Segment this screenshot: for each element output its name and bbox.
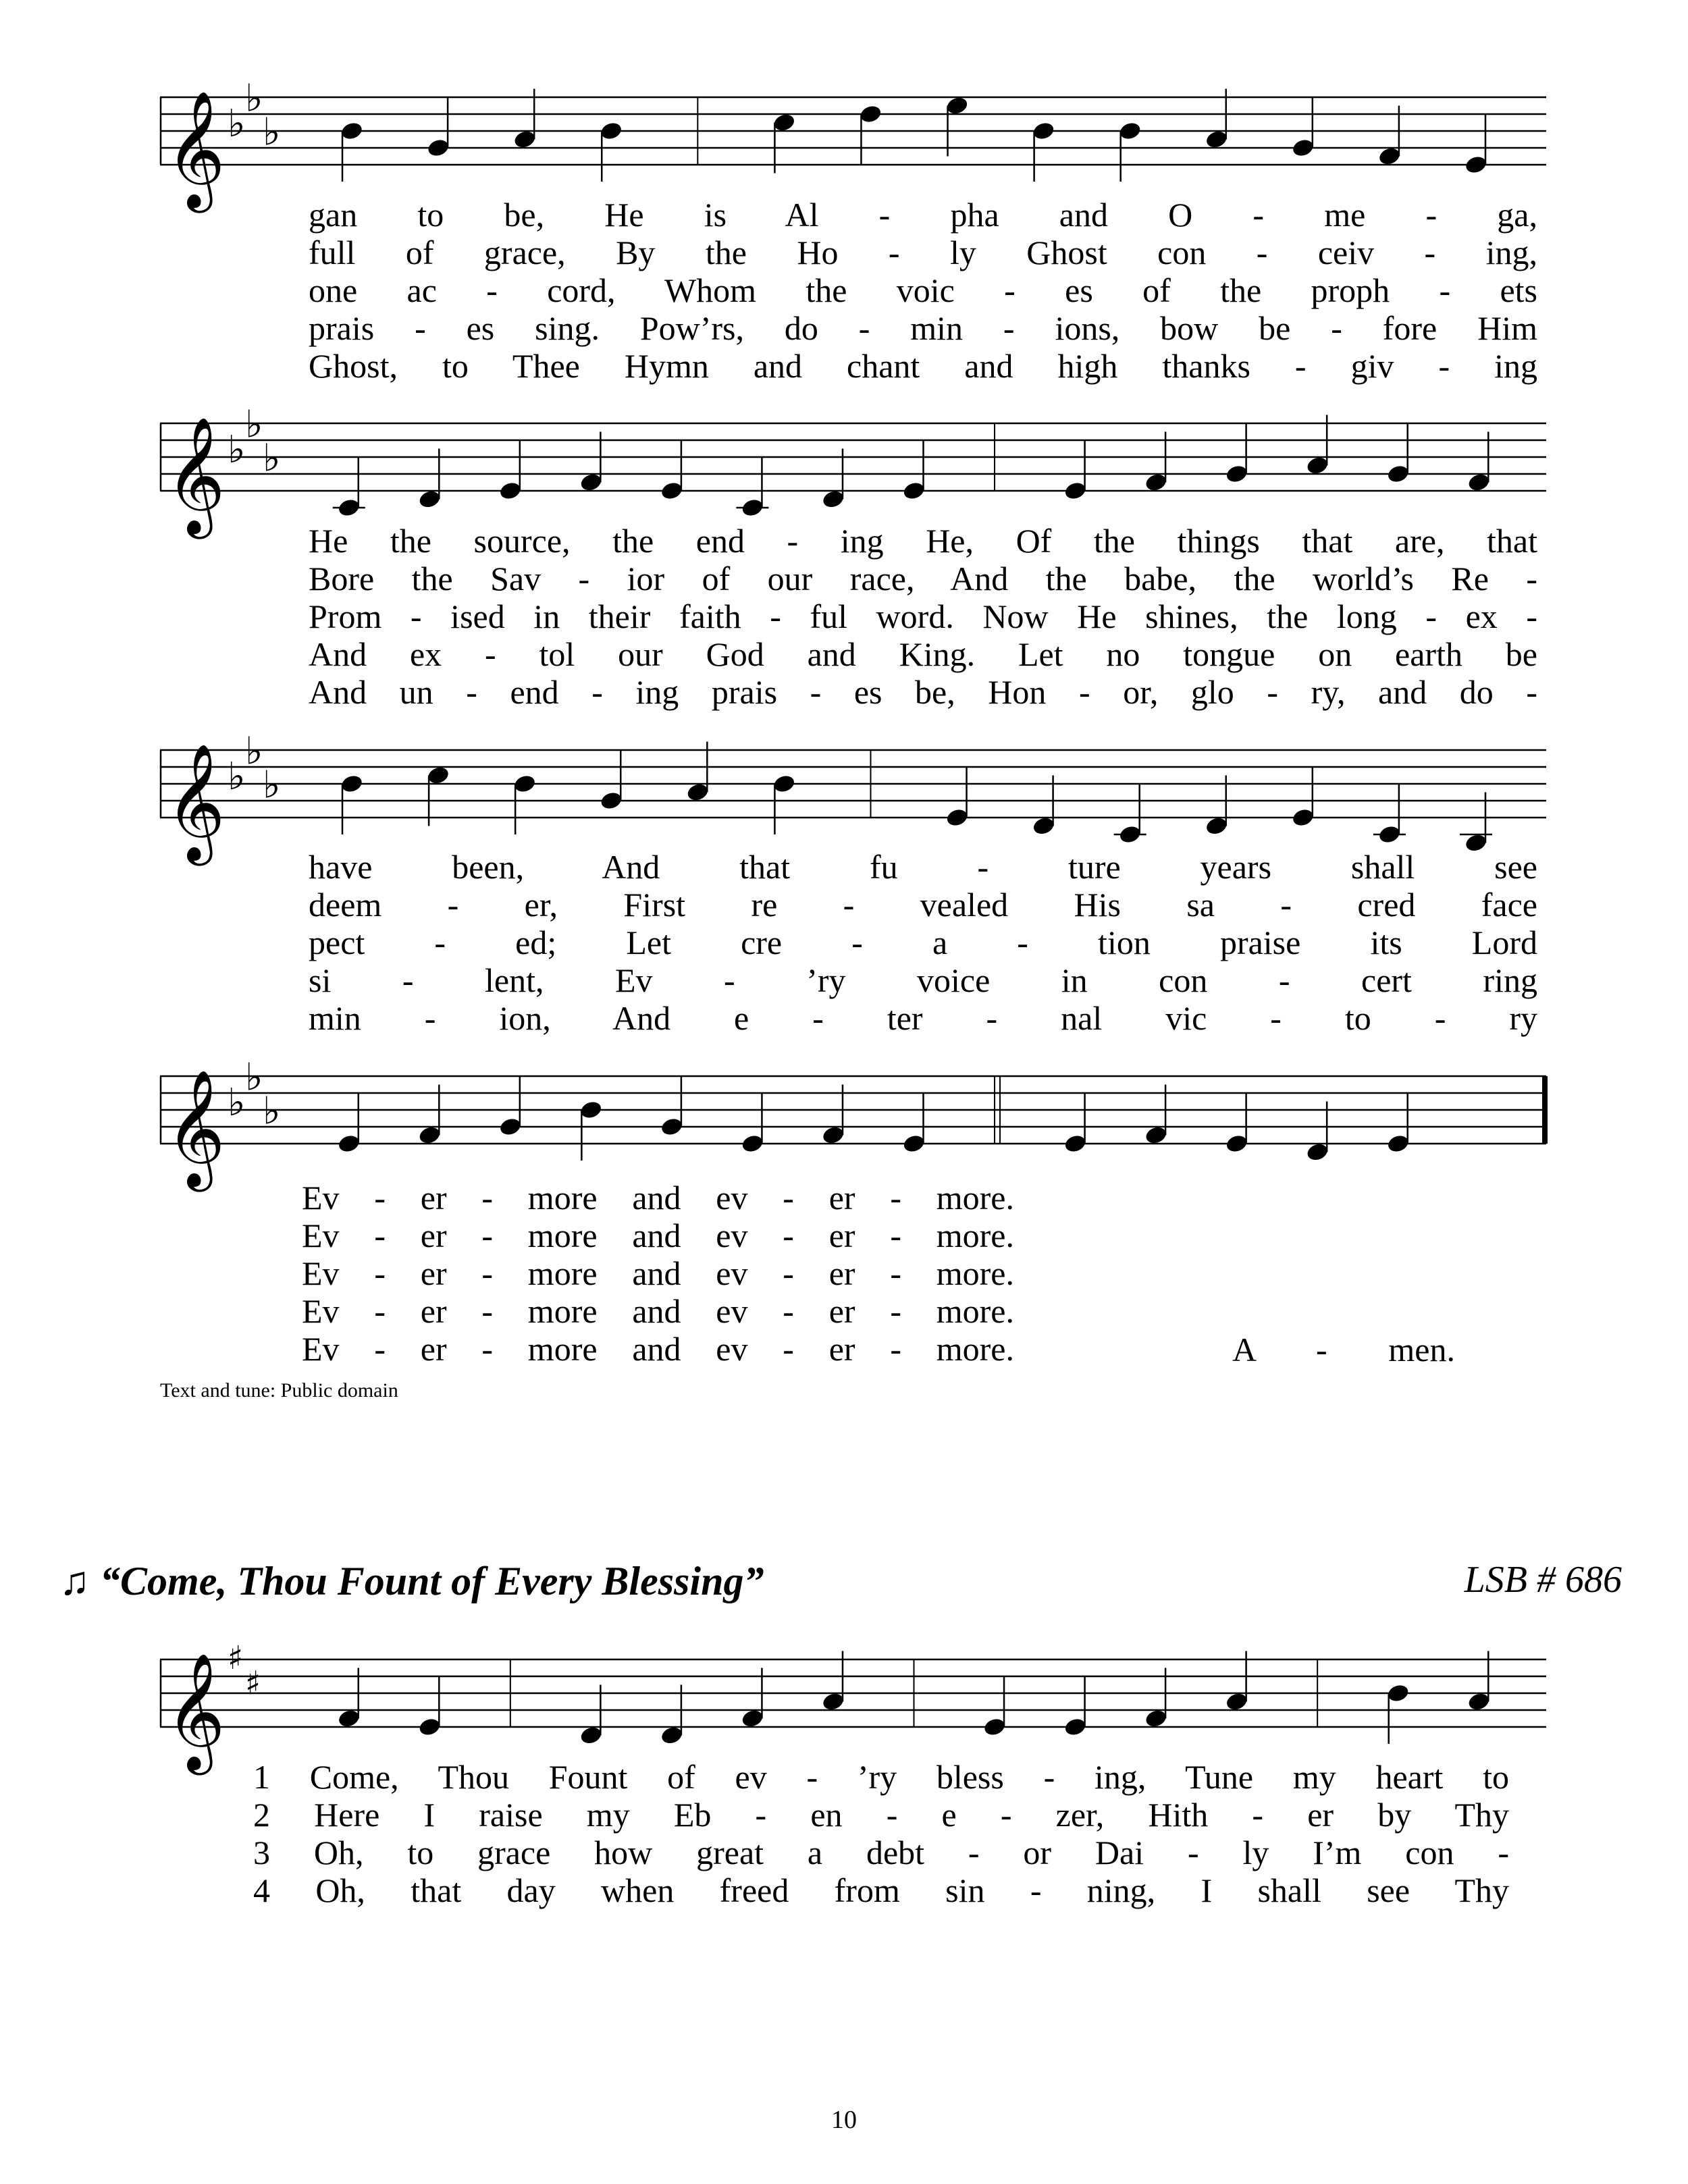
lyric-line: Ghost, to Thee Hymn and chant and high thanks - giv - ing bbox=[309, 347, 1537, 385]
note-head bbox=[417, 1125, 442, 1146]
note-head bbox=[1464, 155, 1488, 176]
flat-icon: ♭ bbox=[263, 763, 281, 807]
note-head bbox=[1205, 816, 1229, 836]
note-head bbox=[945, 807, 970, 828]
note-head bbox=[772, 774, 797, 795]
note-head bbox=[1118, 824, 1142, 845]
treble-clef-icon: 𝄞 bbox=[165, 1069, 226, 1187]
note-head bbox=[741, 1708, 765, 1729]
note-head bbox=[512, 129, 537, 150]
lyric-line: Ev - er - more and ev - er - more. bbox=[302, 1254, 1014, 1292]
note-head bbox=[1032, 121, 1056, 142]
note-head bbox=[660, 481, 684, 502]
note-head bbox=[741, 498, 765, 518]
lyric-line: Ev - er - more and ev - er - more. bbox=[302, 1179, 1014, 1217]
note-head bbox=[1063, 1717, 1088, 1738]
lyric-line: full of grace, By the Ho - ly Ghost con - ceiv - ing, bbox=[309, 234, 1537, 271]
lyrics-system-1 bbox=[309, 196, 1537, 385]
note-head bbox=[902, 481, 926, 502]
flat-icon: ♭ bbox=[228, 428, 246, 472]
lyric-line: 2 Here I raise my Eb - en - e - zer, Hith - er by Thy bbox=[253, 1796, 1509, 1834]
flat-icon: ♭ bbox=[245, 729, 263, 774]
hymn-title-text: “Come, Thou Fount of Every Blessing” bbox=[100, 1559, 764, 1603]
note-head bbox=[512, 774, 537, 795]
note-head bbox=[579, 472, 604, 493]
note-head bbox=[1225, 1691, 1249, 1712]
lyric-line: And ex - tol our God and King. Let no tongue on earth be bbox=[309, 635, 1537, 673]
note-head bbox=[417, 1717, 442, 1738]
lyric-line: Bore the Sav - ior of our race, And the babe, the world’s Re - bbox=[309, 560, 1537, 597]
treble-clef-icon: 𝄞 bbox=[165, 743, 226, 861]
treble-clef-icon: 𝄞 bbox=[165, 417, 226, 534]
note-head bbox=[1291, 138, 1315, 159]
note-head bbox=[660, 1117, 684, 1138]
hymnal-reference: LSB # 686 bbox=[1464, 1559, 1622, 1601]
note-head bbox=[1291, 807, 1315, 828]
note-head bbox=[821, 1125, 845, 1146]
note-head bbox=[685, 782, 710, 803]
note-head bbox=[579, 1725, 604, 1746]
note-head bbox=[660, 1725, 684, 1746]
note-head bbox=[1225, 464, 1249, 485]
note-head bbox=[498, 1117, 523, 1138]
flat-icon: ♭ bbox=[228, 755, 246, 799]
note-head bbox=[426, 138, 450, 159]
lyrics-system-3 bbox=[309, 848, 1537, 1037]
note-head bbox=[1144, 472, 1168, 493]
lyrics-system-2 bbox=[309, 522, 1537, 711]
note-head bbox=[741, 1134, 765, 1154]
page-number: 10 bbox=[831, 2106, 857, 2134]
lyric-line: deem - er, First re - vealed His sa - cred face bbox=[309, 886, 1537, 924]
note-head bbox=[859, 104, 883, 125]
note-head bbox=[340, 774, 364, 795]
note-head bbox=[902, 1134, 926, 1154]
lyric-line: Ev - er - more and ev - er - more. bbox=[302, 1217, 1014, 1254]
treble-clef-icon: 𝄞 bbox=[165, 90, 226, 208]
note-head bbox=[1305, 1142, 1329, 1163]
music-note-icon: ♫ bbox=[59, 1559, 90, 1603]
sharp-icon: ♯ bbox=[228, 1639, 244, 1677]
note-head bbox=[1118, 121, 1142, 142]
note-head bbox=[579, 1100, 604, 1121]
note-head bbox=[821, 1691, 845, 1712]
note-head bbox=[417, 489, 442, 510]
note-head bbox=[426, 765, 450, 786]
lyric-line: He the source, the end - ing He, Of the things that are, that bbox=[309, 522, 1537, 560]
amen-lyric: A - men. bbox=[1232, 1331, 1455, 1368]
note-head bbox=[821, 489, 845, 510]
flat-icon: ♭ bbox=[228, 1081, 246, 1125]
lyrics-hymn2 bbox=[253, 1758, 1509, 1909]
note-head bbox=[337, 1134, 361, 1154]
lyric-line: Prom - ised in their faith - ful word. Now He shines, the long - ex - bbox=[309, 597, 1537, 635]
lyric-line: one ac - cord, Whom the voic - es of the proph - ets bbox=[309, 271, 1537, 309]
note-head bbox=[1063, 481, 1088, 502]
lyric-line: gan to be, He is Al - pha and O - me - ga, bbox=[309, 196, 1537, 234]
lyrics-system-4 bbox=[302, 1179, 1014, 1368]
treble-clef-icon: 𝄞 bbox=[165, 1653, 226, 1770]
note-head bbox=[337, 498, 361, 518]
lyric-line: si - lent, Ev - ’ry voice in con - cert ring bbox=[309, 961, 1537, 999]
flat-icon: ♭ bbox=[228, 102, 246, 146]
lyric-line: prais - es sing. Pow’rs, do - min - ions, bow be - fore Him bbox=[309, 309, 1537, 347]
flat-icon: ♭ bbox=[263, 436, 281, 481]
lyric-line: pect - ed; Let cre - a - tion praise its Lord bbox=[309, 924, 1537, 961]
note-head bbox=[1144, 1708, 1168, 1729]
note-head bbox=[945, 95, 970, 116]
flat-icon: ♭ bbox=[245, 1055, 263, 1100]
note-head bbox=[1386, 1683, 1410, 1704]
lyric-line: 3 Oh, to grace how great a debt - or Dai - ly I’m con - bbox=[253, 1834, 1509, 1871]
lyric-line: And un - end - ing prais - es be, Hon - or, glo - ry, and do - bbox=[309, 673, 1537, 711]
note-head bbox=[1144, 1125, 1168, 1146]
lyric-line: Ev - er - more and ev - er - more. bbox=[302, 1292, 1014, 1330]
lyric-line: Ev - er - more and ev - er - more. bbox=[302, 1330, 1014, 1368]
note-head bbox=[337, 1708, 361, 1729]
note-head bbox=[1377, 146, 1402, 167]
lyric-line: 1 Come, Thou Fount of ev - ’ry bless - ing, Tune my heart to bbox=[253, 1758, 1509, 1796]
note-head bbox=[1032, 816, 1056, 836]
flat-icon: ♭ bbox=[245, 402, 263, 447]
note-head bbox=[340, 121, 364, 142]
sharp-icon: ♯ bbox=[245, 1664, 261, 1703]
copyright-credit: Text and tune: Public domain bbox=[160, 1379, 398, 1402]
note-head bbox=[1467, 1691, 1491, 1712]
flat-icon: ♭ bbox=[263, 1089, 281, 1134]
note-head bbox=[772, 112, 797, 133]
lyric-line: 4 Oh, that day when freed from sin - ning, I shall see Thy bbox=[253, 1871, 1509, 1909]
note-head bbox=[1063, 1134, 1088, 1154]
note-head bbox=[1467, 472, 1491, 493]
hymn-title bbox=[59, 1558, 764, 1605]
note-head bbox=[1305, 455, 1329, 476]
note-head bbox=[599, 121, 623, 142]
note-head bbox=[599, 791, 623, 811]
note-head bbox=[1386, 1134, 1410, 1154]
lyric-line: min - ion, And e - ter - nal vic - to - ry bbox=[309, 999, 1537, 1037]
note-head bbox=[1386, 464, 1410, 485]
note-head bbox=[498, 481, 523, 502]
lyric-line: have been, And that fu - ture years shall see bbox=[309, 848, 1537, 886]
flat-icon: ♭ bbox=[263, 110, 281, 155]
note-head bbox=[1205, 129, 1229, 150]
note-head bbox=[982, 1717, 1007, 1738]
flat-icon: ♭ bbox=[245, 76, 263, 121]
note-head bbox=[1377, 824, 1402, 845]
note-head bbox=[1225, 1134, 1249, 1154]
